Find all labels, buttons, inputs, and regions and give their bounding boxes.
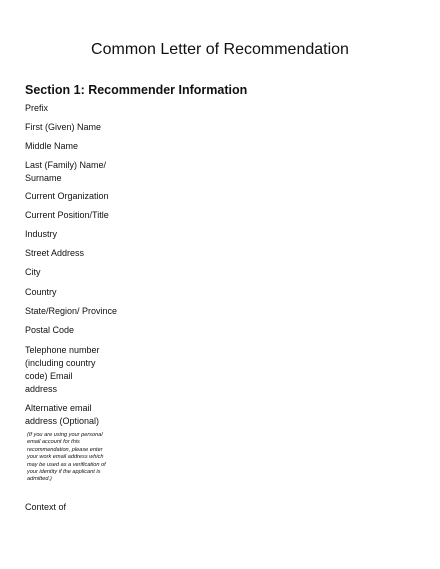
- field-label-middle-name: Middle Name: [25, 141, 79, 151]
- field-label-prefix: Prefix: [25, 103, 49, 113]
- field-label-alternative-email: Alternative email address (Optional): [25, 403, 100, 426]
- field-label-street-address: Street Address: [25, 248, 85, 258]
- field-label-postal-code: Postal Code: [25, 325, 75, 335]
- document-title: Common Letter of Recommendation: [91, 41, 349, 58]
- field-label-city: City: [25, 267, 41, 277]
- field-label-telephone-email: Telephone number (including country code) Email address: [25, 345, 100, 394]
- field-label-first-name: First (Given) Name: [25, 122, 102, 132]
- field-label-country: Country: [25, 287, 57, 297]
- field-label-current-organization: Current Organization: [25, 191, 109, 201]
- field-label-context: Context of: [25, 502, 67, 512]
- field-label-industry: Industry: [25, 229, 58, 239]
- field-label-state-region: State/Region/ Province: [25, 306, 118, 316]
- section-heading: Section 1: Recommender Information: [25, 83, 248, 97]
- email-verification-note: (If you are using your personal email account for this recommendation, please enter your work email address which may be used as a verification of your identity if the applicant is admitted.): [27, 432, 106, 483]
- field-label-current-position: Current Position/Title: [25, 210, 109, 220]
- field-label-last-name: Last (Family) Name/ Surname: [25, 160, 107, 183]
